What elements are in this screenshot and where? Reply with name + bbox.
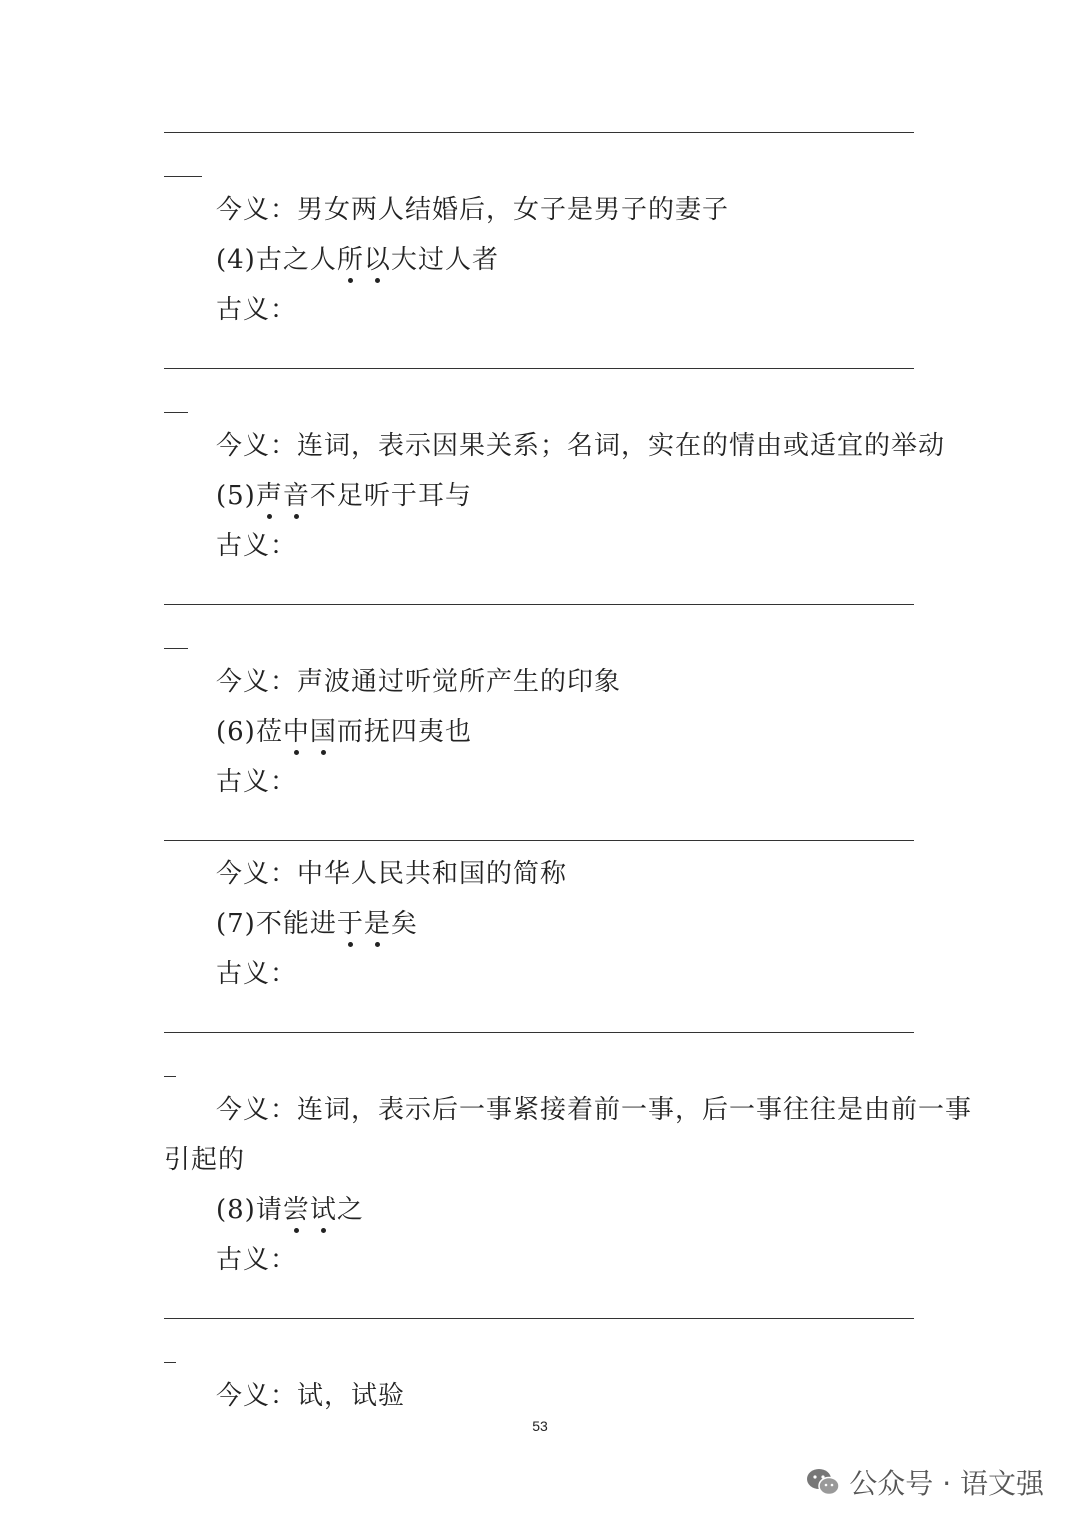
question-5 [216,479,472,513]
sentence-char: 于 [390,481,418,511]
sentence-char: 请 [255,1195,283,1225]
sentence-char: 矣 [390,909,418,939]
sentence-char: 人 [309,245,337,275]
sentence-char: 者 [471,245,499,275]
emphasis-char: 国 [309,717,337,747]
question-number: (6) [216,717,256,747]
sentence-char: 进 [309,909,337,939]
question-number: (4) [216,245,256,275]
question-sentence [256,245,499,275]
sentence-char: 而 [336,717,364,747]
gu-meaning-label-8: 古义： [216,1245,298,1275]
question-6 [216,715,472,749]
sentence-char: 夷 [417,717,445,747]
gu-meaning-label-5: 古义： [216,531,298,561]
sentence-char: 人 [444,245,472,275]
jin-meaning-5: 今义：声波通过听觉所产生的印象 [216,667,622,697]
question-4 [216,243,499,277]
emphasis-char: 以 [363,245,391,275]
question-number: (8) [216,1195,256,1225]
watermark-text: 公众号 · 语文强 [849,1467,1044,1500]
sentence-char: 抚 [363,717,391,747]
sentence-char: 耳 [417,481,445,511]
question-number: (5) [216,481,256,511]
emphasis-char: 声 [255,481,283,511]
sentence-char: 之 [282,245,310,275]
answer-line-tail [164,412,188,413]
sentence-char: 能 [282,909,310,939]
emphasis-char: 音 [282,481,310,511]
answer-line [164,1318,914,1319]
answer-line-tail [164,648,188,649]
emphasis-char: 试 [309,1195,337,1225]
gu-meaning-label-7: 古义： [216,959,298,989]
answer-line-tail [164,176,202,177]
answer-line [164,368,914,369]
emphasis-char: 所 [336,245,364,275]
gu-meaning-label-6: 古义： [216,767,298,797]
watermark [805,1462,1044,1502]
jin-meaning-4: 今义：连词，表示因果关系；名词，实在的情由或适宜的举动 [216,431,946,461]
sentence-char: 与 [444,481,472,511]
jin-meaning-8: 今义：试，试验 [216,1381,406,1411]
answer-line-tail [164,1362,176,1363]
sentence-char: 不 [309,481,337,511]
answer-line [164,1032,914,1033]
gu-meaning-label-4: 古义： [216,295,298,325]
answer-line-tail [164,1076,176,1077]
question-sentence [256,909,418,939]
question-7 [216,907,418,941]
emphasis-char: 是 [363,909,391,939]
question-8 [216,1193,364,1227]
emphasis-char: 中 [282,717,310,747]
emphasis-char: 尝 [282,1195,310,1225]
question-sentence [256,717,472,747]
jin-meaning-7-cont: 引起的 [164,1145,246,1175]
sentence-char: 足 [336,481,364,511]
emphasis-char: 于 [336,909,364,939]
question-number: (7) [216,909,256,939]
sentence-char: 莅 [255,717,283,747]
jin-meaning-6: 今义：中华人民共和国的简称 [216,859,568,889]
sentence-char: 之 [336,1195,364,1225]
sentence-char: 过 [417,245,445,275]
sentence-char: 也 [444,717,472,747]
page-number: 53 [532,1418,548,1434]
wechat-icon [805,1467,841,1497]
jin-meaning-7: 今义：连词，表示后一事紧接着前一事，后一事往往是由前一事 [216,1095,973,1125]
answer-line [164,604,914,605]
answer-line [164,132,914,133]
sentence-char: 四 [390,717,418,747]
question-sentence [256,1195,364,1225]
sentence-char: 听 [363,481,391,511]
jin-meaning-3: 今义：男女两人结婚后，女子是男子的妻子 [216,195,730,225]
question-sentence [256,481,472,511]
sentence-char: 大 [390,245,418,275]
sentence-char: 古 [255,245,283,275]
sentence-char: 不 [255,909,283,939]
answer-line [164,840,914,841]
